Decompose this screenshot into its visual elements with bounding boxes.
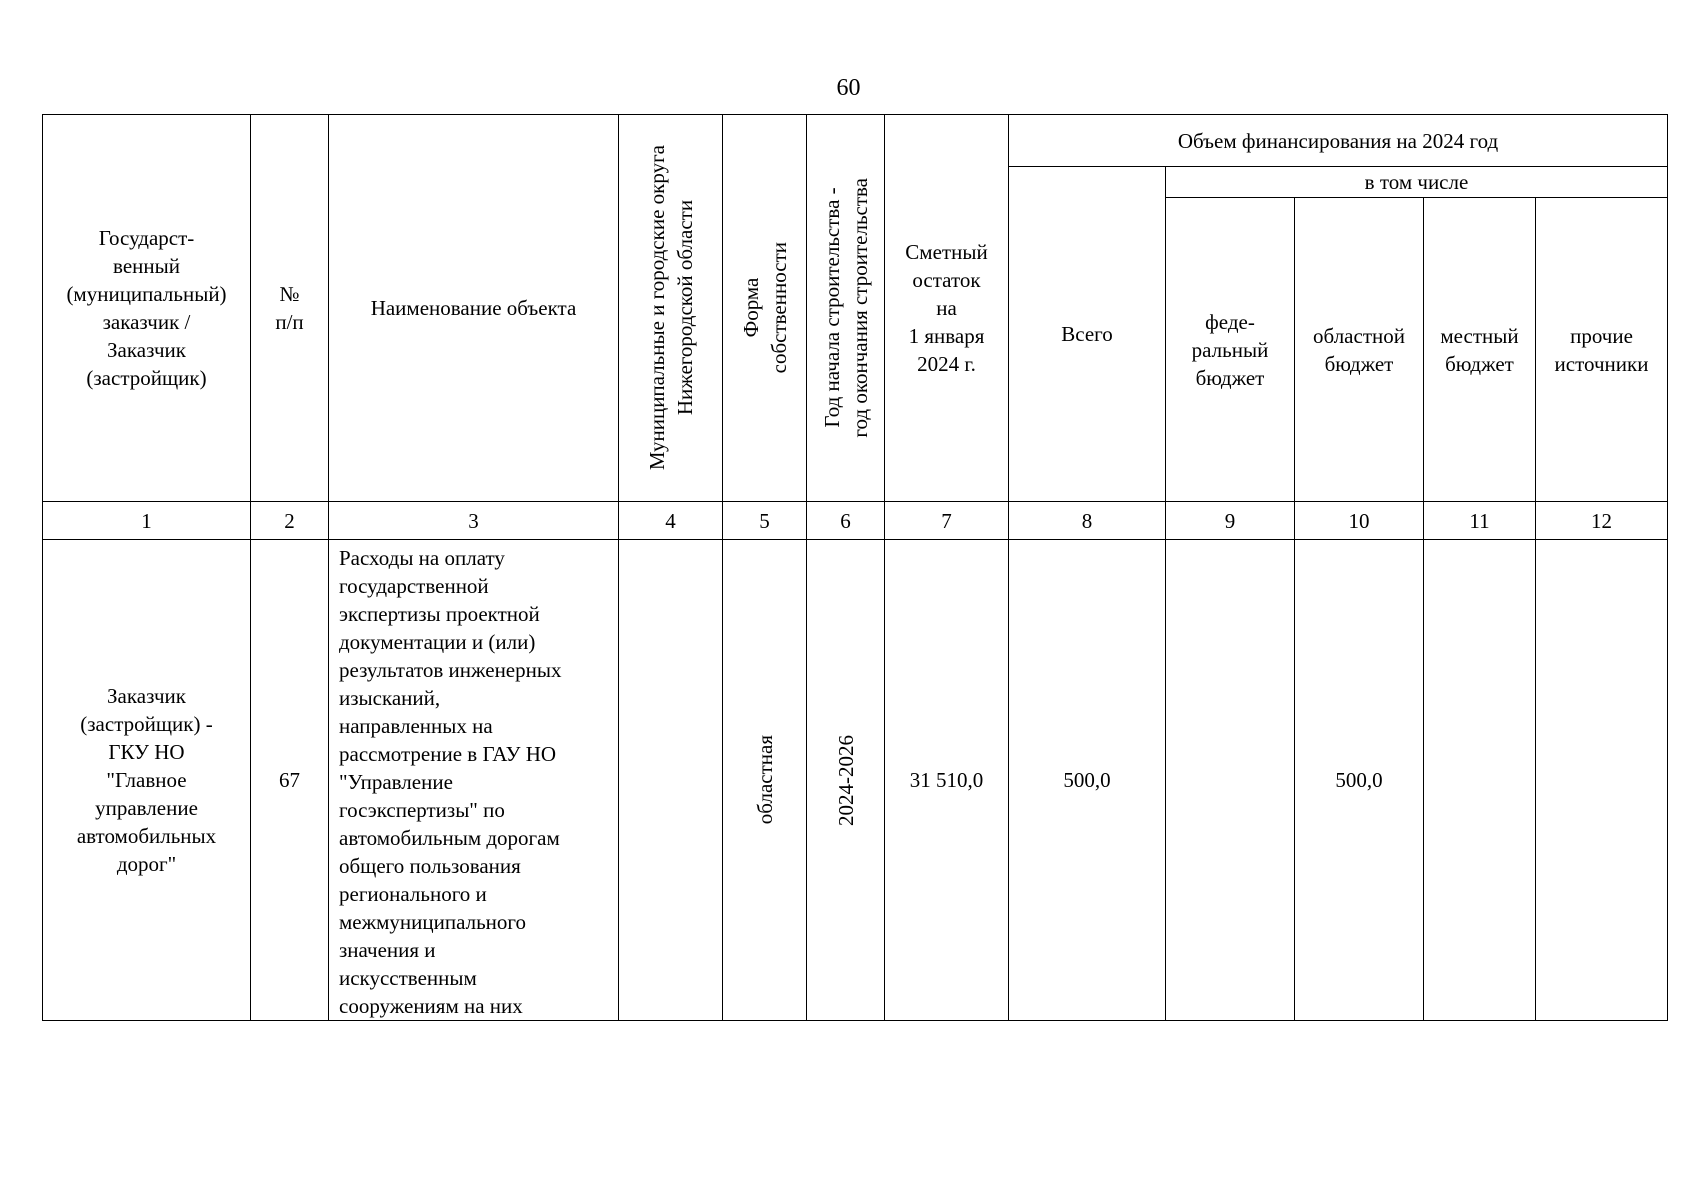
column-number: 7 xyxy=(885,502,1009,540)
header-districts-text: Муниципальные и городские округа Нижегородской области xyxy=(644,145,697,471)
column-number: 3 xyxy=(329,502,619,540)
row-local xyxy=(1424,540,1536,1021)
row-ownership xyxy=(723,540,807,1021)
column-number: 6 xyxy=(807,502,885,540)
header-federal: феде- ральный бюджет xyxy=(1166,198,1295,502)
row-customer: Заказчик (застройщик) - ГКУ НО "Главное управление автомобильных дорог" xyxy=(43,540,251,1021)
row-years-text: 2024-2026 xyxy=(833,734,858,826)
column-number: 10 xyxy=(1295,502,1424,540)
row-ownership-text: областная xyxy=(752,735,777,825)
row-object-name: Расходы на оплату государственной экспертизы проектной документации и (или) результатов инженерных изысканий, направленных на рассмотрение в ГАУ НО "Управление госэкспертизы" по автомобильным дорогам общего пользования регионального и межмуниципального значения и искусственным сооружениям на них xyxy=(339,546,562,1018)
header-regional: областной бюджет xyxy=(1295,198,1424,502)
header-years-text: Год начала строительства - год окончания строительства xyxy=(819,178,872,438)
table-row xyxy=(43,540,1668,1021)
header-years xyxy=(807,115,885,502)
row-estimate: 31 510,0 xyxy=(885,540,1009,1021)
column-number: 2 xyxy=(251,502,329,540)
header-number: № п/п xyxy=(251,115,329,502)
header-districts xyxy=(619,115,723,502)
row-years xyxy=(807,540,885,1021)
header-including: в том числе xyxy=(1166,167,1668,198)
header-object-name: Наименование объекта xyxy=(329,115,619,502)
row-number: 67 xyxy=(251,540,329,1021)
header-funding-group: Объем финансирования на 2024 год xyxy=(1009,115,1668,167)
page-number: 60 xyxy=(836,75,861,101)
header-other: прочие источники xyxy=(1536,198,1668,502)
header-local: местный бюджет xyxy=(1424,198,1536,502)
header-ownership-text: Форма собственности xyxy=(738,242,791,374)
row-regional: 500,0 xyxy=(1295,540,1424,1021)
row-districts xyxy=(619,540,723,1021)
column-number: 8 xyxy=(1009,502,1166,540)
row-object-name-cell xyxy=(329,540,619,1021)
row-federal xyxy=(1166,540,1295,1021)
header-estimate: Сметный остаток на 1 января 2024 г. xyxy=(885,115,1009,502)
header-customer: Государст- венный (муниципальный) заказчик / Заказчик (застройщик) xyxy=(43,115,251,502)
row-total: 500,0 xyxy=(1009,540,1166,1021)
financing-table xyxy=(42,114,1668,1021)
header-total: Всего xyxy=(1009,167,1166,502)
column-number: 4 xyxy=(619,502,723,540)
column-number: 1 xyxy=(43,502,251,540)
column-number: 9 xyxy=(1166,502,1295,540)
column-number-row xyxy=(43,502,1668,540)
column-number: 5 xyxy=(723,502,807,540)
header-row xyxy=(43,115,1668,167)
column-number: 12 xyxy=(1536,502,1668,540)
column-number: 11 xyxy=(1424,502,1536,540)
header-ownership xyxy=(723,115,807,502)
row-other xyxy=(1536,540,1668,1021)
